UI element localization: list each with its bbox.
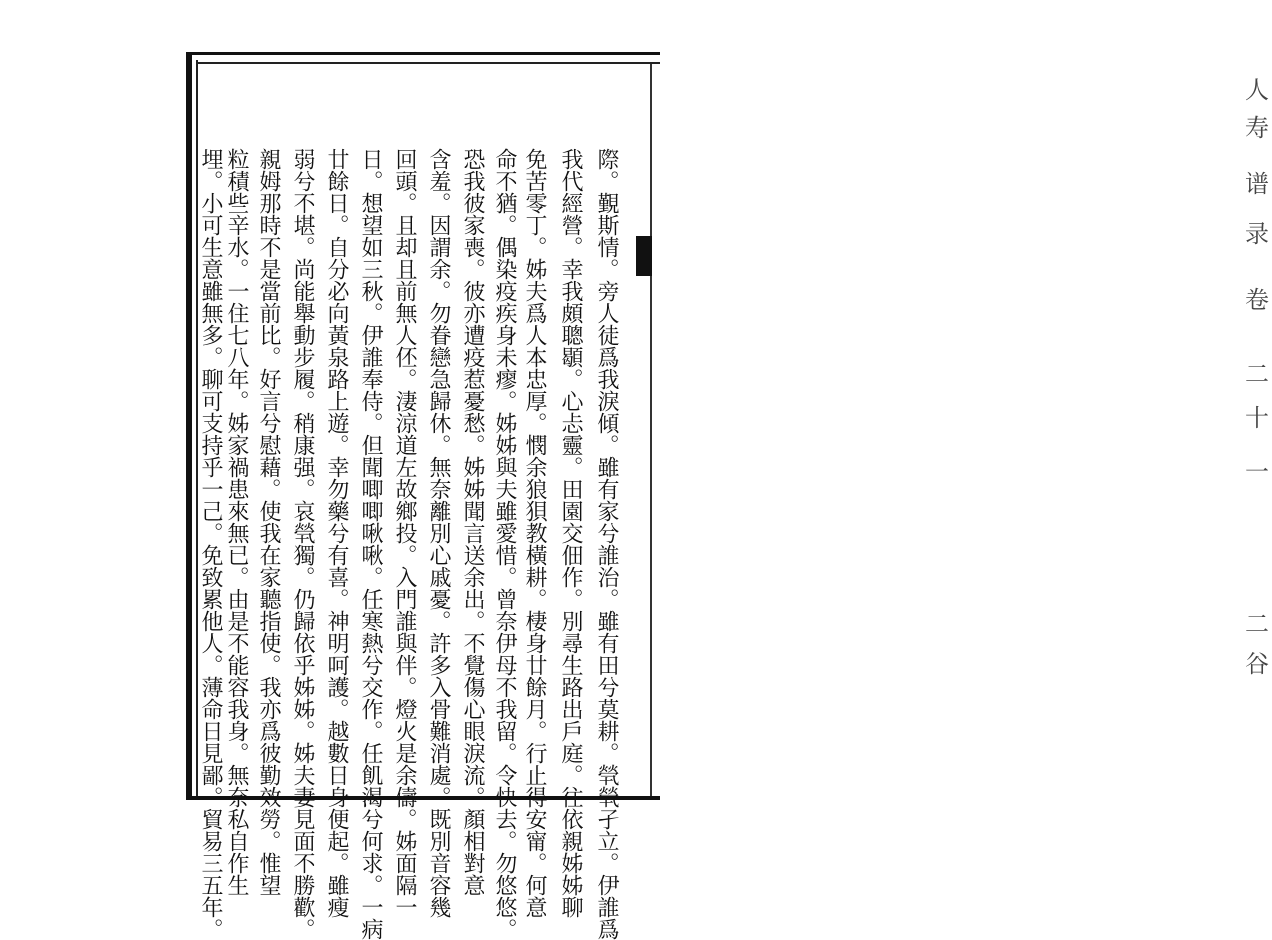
header-char: 人	[1245, 76, 1269, 104]
header-char: 卷	[1245, 286, 1269, 314]
header-char: 一	[1245, 458, 1269, 486]
ink-blot	[636, 236, 652, 276]
text-column: 日。想望如三秋。伊誰奉侍。但聞唧唧啾啾。任寒熱兮交作。任飢渴兮何求。一病	[358, 148, 383, 940]
text-column: 際。覲斯情。旁人徒爲我淚傾。雖有家兮誰治。雖有田兮莫耕。煢煢孑立。伊誰爲	[594, 148, 619, 940]
header-char: 二	[1245, 610, 1269, 638]
page-border-top	[186, 52, 660, 55]
header-char: 谱	[1245, 170, 1269, 198]
text-column: 粒積些辛水。一住七八年。姊家禍患來無已。由是不能容我身。無奈私自作生	[224, 148, 249, 896]
text-column: 弱兮不堪。尚能舉動步履。稍康强。哀煢獨。仍歸依乎姊姊。姊夫妻見面不勝歡。	[290, 148, 315, 940]
text-column: 廿餘日。自分必向黃泉路上遊。幸勿藥兮有喜。神明呵護。越數日身便起。雖瘦	[324, 148, 349, 918]
header-char: 二	[1245, 360, 1269, 388]
inner-border-top	[196, 62, 660, 64]
header-char: 录	[1245, 220, 1269, 248]
text-column: 命不猶。偶染疫疾身未瘳。姊姊與夫雖愛惜。曾奈伊母不我留。令快去。勿悠悠。	[492, 148, 517, 940]
text-column: 親姆那時不是當前比。好言兮慰藉。使我在家聽指使。我亦爲彼勤效勞。惟望	[256, 148, 281, 896]
text-column: 我代經營。幸我頗聰䫘。心忐靈。田園交佃作。別尋生路出戶庭。往依親姊姊聊	[558, 148, 583, 918]
text-column: 恐我彼家喪。彼亦遭疫惹憂愁。姊姊聞言送余出。不覺傷心眼淚流。顏相對意	[460, 148, 485, 896]
page-border-left	[186, 52, 192, 800]
header-char: 十	[1245, 404, 1269, 432]
text-column: 含羞。因謂余。勿眷戀急歸休。無奈離別心戚憂。許多入骨難消處。既別音容幾	[426, 148, 451, 918]
text-column: 埋。小可生意雖無多。聊可支持乎一己。免致累他人。薄命日見鄙。貿易三五年。	[198, 148, 223, 940]
header-char: 寿	[1245, 114, 1269, 142]
header-char: 谷	[1245, 650, 1269, 678]
text-column: 免苦零丁。姊夫爲人本忠厚。憫余狼狽教橫耕。棲身廿餘月。行止得安甯。何意	[522, 148, 547, 918]
margin-header	[620, 64, 1269, 796]
text-column: 回頭。且却且前無人伾。淒涼道左故鄉投。入門誰與伴。燈火是余儔。姊面隔一	[392, 148, 417, 918]
